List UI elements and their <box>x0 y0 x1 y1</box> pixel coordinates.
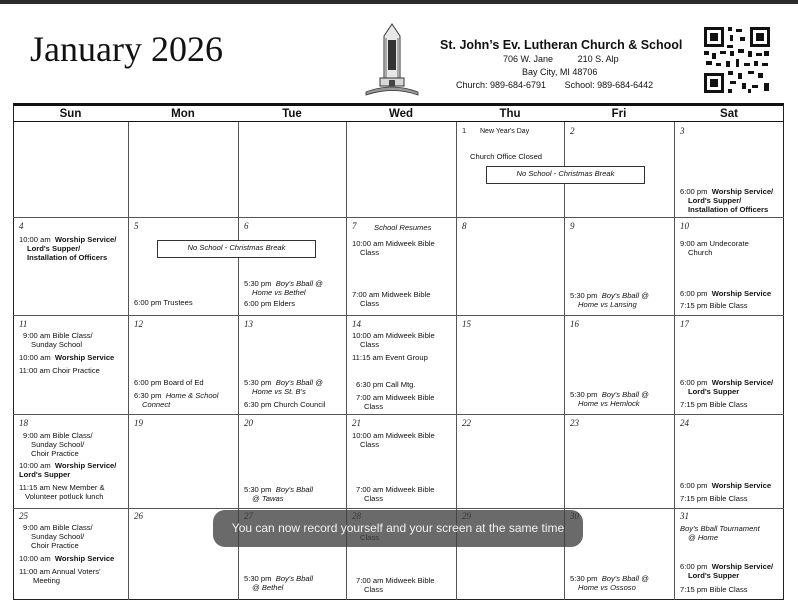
event-midweek-bible <box>352 331 435 349</box>
event-midweek-bible <box>356 576 435 594</box>
event-title: Class <box>360 299 379 308</box>
event-title: 7:00 am Midweek Bible <box>356 576 435 585</box>
day-number: 4 <box>19 221 24 231</box>
event-title: Boy's Bball @ <box>275 378 323 387</box>
day-number: 25 <box>19 511 28 521</box>
event-title: 9:00 am Bible Class/ <box>23 331 93 340</box>
event-title: Class <box>360 340 379 349</box>
church-info <box>440 38 690 92</box>
school-phone: School: 989-684-6442 <box>564 80 654 90</box>
event-title: Home vs Bethel <box>252 288 306 297</box>
day-number: 13 <box>244 319 253 329</box>
event-title: Installation of Officers <box>688 205 769 214</box>
event-bible-class: 7:15 pm Bible Class <box>680 494 748 503</box>
day-number: 3 <box>680 126 685 136</box>
grid-line <box>128 122 129 600</box>
day-number: 7 <box>352 221 357 231</box>
month-title: January 2026 <box>30 29 223 69</box>
event-title: Lord's Supper/ <box>688 196 742 205</box>
event-time: 10:00 am <box>19 235 51 244</box>
day-number: 10 <box>680 221 689 231</box>
no-school-banner: No School - Christmas Break <box>157 240 316 258</box>
event-midweek-bible <box>352 431 435 449</box>
event-elders: 6:00 pm Elders <box>244 299 296 308</box>
day-number: 31 <box>680 511 689 521</box>
event-title: Home vs Ossoso <box>578 583 636 592</box>
weekday-sun: Sun <box>59 108 82 120</box>
day-number: 26 <box>134 511 143 521</box>
event-title: 10:00 am Midweek Bible <box>352 239 435 248</box>
event-bball-jan9 <box>570 291 649 309</box>
event-title: Volunteer potluck lunch <box>25 492 104 501</box>
event-home-school <box>134 391 218 409</box>
event-worship-jan18 <box>19 461 116 479</box>
day-number: 2 <box>570 126 575 136</box>
day-number: 12 <box>134 319 143 329</box>
day-number: 6 <box>244 221 249 231</box>
event-title: Class <box>360 248 379 257</box>
grid-line <box>13 414 784 415</box>
event-bible-class: 7:15 pm Bible Class <box>680 585 748 594</box>
event-title: Worship Service <box>711 289 772 298</box>
grid-line <box>13 315 784 316</box>
event-title: Boy's Bball <box>275 574 314 583</box>
event-time: 5:30 pm <box>244 485 272 494</box>
event-trustees: 6:00 pm Trustees <box>134 298 193 307</box>
no-school-banner: No School - Christmas Break <box>486 166 645 184</box>
day-number: 15 <box>462 319 471 329</box>
event-bball-jan13 <box>244 378 323 396</box>
event-title: 10:00 am Midweek Bible <box>352 331 435 340</box>
day-number: 16 <box>570 319 579 329</box>
event-title: 7:00 am Midweek Bible <box>352 290 431 299</box>
event-bible-class: 7:15 pm Bible Class <box>680 400 748 409</box>
event-time: 10:00 am <box>19 461 51 470</box>
event-time: 6:00 pm <box>680 562 708 571</box>
day-number: 23 <box>570 418 579 428</box>
event-title: 9:00 am Undecorate <box>680 239 749 248</box>
church-phone: Church: 989-684-6791 <box>456 80 547 90</box>
event-title: Worship Service/ <box>711 562 774 571</box>
event-title: 7:00 am Midweek Bible <box>356 393 435 402</box>
church-phones <box>440 79 690 92</box>
event-worship-jan4 <box>19 235 129 262</box>
weekday-header <box>13 106 784 122</box>
day-number: 11 <box>19 319 28 329</box>
event-office-closed: Church Office Closed <box>470 152 543 161</box>
event-worship-jan24 <box>680 481 771 490</box>
event-title: Choir Practice <box>31 449 79 458</box>
event-time: 5:30 pm <box>244 574 272 583</box>
day-number: 22 <box>462 418 471 428</box>
event-title: Church <box>688 248 713 257</box>
weekday-mon: Mon <box>171 108 195 120</box>
grid-line <box>674 122 675 600</box>
event-worship-jan11 <box>19 353 114 362</box>
event-title: Installation of Officers <box>27 253 108 262</box>
event-worship-jan17 <box>680 378 773 396</box>
event-bball-jan16 <box>570 390 649 408</box>
event-title: Home vs Hemlock <box>578 399 640 408</box>
event-title: Class <box>364 402 383 411</box>
weekday-wed: Wed <box>388 108 414 120</box>
event-time: 6:00 pm <box>680 187 708 196</box>
event-title: Class <box>360 440 379 449</box>
event-title: Lord's Supper/ <box>27 244 81 253</box>
day-number: 5 <box>134 221 139 231</box>
event-title: Connect <box>142 400 171 409</box>
weekday-fri: Fri <box>611 108 627 120</box>
event-time: 6:00 pm <box>680 289 708 298</box>
event-bible-class <box>23 431 93 458</box>
event-title: Sunday School/ <box>31 440 85 449</box>
event-time: 5:30 pm <box>244 378 272 387</box>
event-bball-jan6 <box>244 279 323 297</box>
event-bball-jan30 <box>570 574 649 592</box>
day-number: 1 <box>462 126 467 135</box>
event-title: Boy's Bball @ <box>601 574 649 583</box>
weekday-sat: Sat <box>720 108 738 120</box>
event-tournament <box>680 524 760 542</box>
event-new-member <box>19 483 105 501</box>
day-number: 24 <box>680 418 689 428</box>
event-title: Home vs St. B's <box>252 387 306 396</box>
event-board-ed: 6:00 pm Board of Ed <box>134 378 204 387</box>
event-bible-class: 7:15 pm Bible Class <box>680 301 748 310</box>
weekday-thu: Thu <box>499 108 521 120</box>
event-title: Class <box>364 585 383 594</box>
event-midweek-bible <box>356 485 435 503</box>
church-name: St. John’s Ev. Lutheran Church & School <box>440 38 683 52</box>
church-address: 706 W. Jane <box>503 54 554 64</box>
event-time: 6:30 pm <box>134 391 162 400</box>
event-group: 11:15 am Event Group <box>352 353 428 362</box>
day-number: 20 <box>244 418 253 428</box>
event-worship-jan10 <box>680 289 771 298</box>
event-worship-jan3 <box>680 187 784 214</box>
event-title: Lord's Supper <box>688 387 740 396</box>
event-time: 10:00 am <box>19 353 51 362</box>
event-title: Worship Service <box>54 353 115 362</box>
day-number: 21 <box>352 418 361 428</box>
event-worship-jan25 <box>19 554 114 563</box>
event-title: Class <box>364 494 383 503</box>
event-time: 6:00 pm <box>680 481 708 490</box>
day-number: 14 <box>352 319 361 329</box>
event-time: 5:30 pm <box>570 390 598 399</box>
event-midweek-bible <box>356 393 435 411</box>
church-addresses <box>440 53 690 66</box>
event-time: 5:30 pm <box>570 291 598 300</box>
event-bball-jan20 <box>244 485 313 503</box>
day-number: 9 <box>570 221 575 231</box>
event-title: Home vs Lansing <box>578 300 637 309</box>
event-title: Sunday School <box>31 340 83 349</box>
recording-toast[interactable]: You can now record yourself and your screen at the same time <box>213 510 583 547</box>
event-call-mtg: 6:30 pm Call Mtg. <box>356 380 416 389</box>
church-city: Bay City, MI 48706 <box>522 67 598 77</box>
event-time: 6:00 pm <box>680 378 708 387</box>
event-title: @ Home <box>688 533 719 542</box>
day-number: 19 <box>134 418 143 428</box>
event-title: Worship Service/ <box>54 461 117 470</box>
event-title: 7:00 am Midweek Bible <box>356 485 435 494</box>
event-title: 10:00 am Midweek Bible <box>352 431 435 440</box>
top-border <box>0 0 798 4</box>
event-title: Worship Service <box>54 554 115 563</box>
day-number: 18 <box>19 418 28 428</box>
event-title: Home & School <box>165 391 219 400</box>
event-title: 9:00 am Bible Class/ <box>23 523 93 532</box>
event-title: Sunday School/ <box>31 532 85 541</box>
event-title: Worship Service/ <box>711 187 774 196</box>
event-title: Worship Service/ <box>711 378 774 387</box>
weekday-tue: Tue <box>282 108 302 120</box>
event-title: Lord's Supper <box>19 470 71 479</box>
event-title: @ Bethel <box>252 583 284 592</box>
event-church-council: 6:30 pm Church Council <box>244 400 326 409</box>
church-logo <box>362 22 422 98</box>
event-title: Lord's Supper <box>688 571 740 580</box>
event-title: Boy's Bball @ <box>601 390 649 399</box>
event-title: Choir Practice <box>31 541 79 550</box>
day-number: 17 <box>680 319 689 329</box>
event-bible-class <box>23 523 93 550</box>
event-worship-jan31 <box>680 562 773 580</box>
event-time: 10:00 am <box>19 554 51 563</box>
event-title: Meeting <box>33 576 61 585</box>
event-title: Boy's Bball @ <box>275 279 323 288</box>
event-midweek-bible <box>352 239 435 257</box>
grid-line <box>13 508 784 509</box>
event-title: Boy's Bball <box>275 485 314 494</box>
event-title: 9:00 am Bible Class/ <box>23 431 93 440</box>
event-midweek-bible <box>352 290 431 308</box>
event-voters-meeting <box>19 567 101 585</box>
event-bball-jan27 <box>244 574 313 592</box>
event-title: Worship Service <box>711 481 772 490</box>
event-time: 5:30 pm <box>244 279 272 288</box>
event-title: @ Tawas <box>252 494 284 503</box>
event-title: Boy's Bball Tournament <box>680 524 760 533</box>
qr-code-icon <box>702 25 772 95</box>
event-time: 5:30 pm <box>570 574 598 583</box>
event-title: 11:15 am New Member & <box>19 483 105 492</box>
event-new-years: New Year's Day <box>480 128 530 135</box>
event-title: 11:00 am Annual Voters' <box>19 567 101 576</box>
event-choir: 11:00 am Choir Practice <box>19 366 100 375</box>
event-school-resumes: School Resumes <box>374 223 432 232</box>
event-undecorate <box>680 239 749 257</box>
day-number: 8 <box>462 221 467 231</box>
event-title: Worship Service/ <box>54 235 117 244</box>
event-bible-class <box>23 331 93 349</box>
school-address: 210 S. Alp <box>577 54 619 64</box>
event-title: Boy's Bball @ <box>601 291 649 300</box>
grid-line <box>13 217 784 218</box>
